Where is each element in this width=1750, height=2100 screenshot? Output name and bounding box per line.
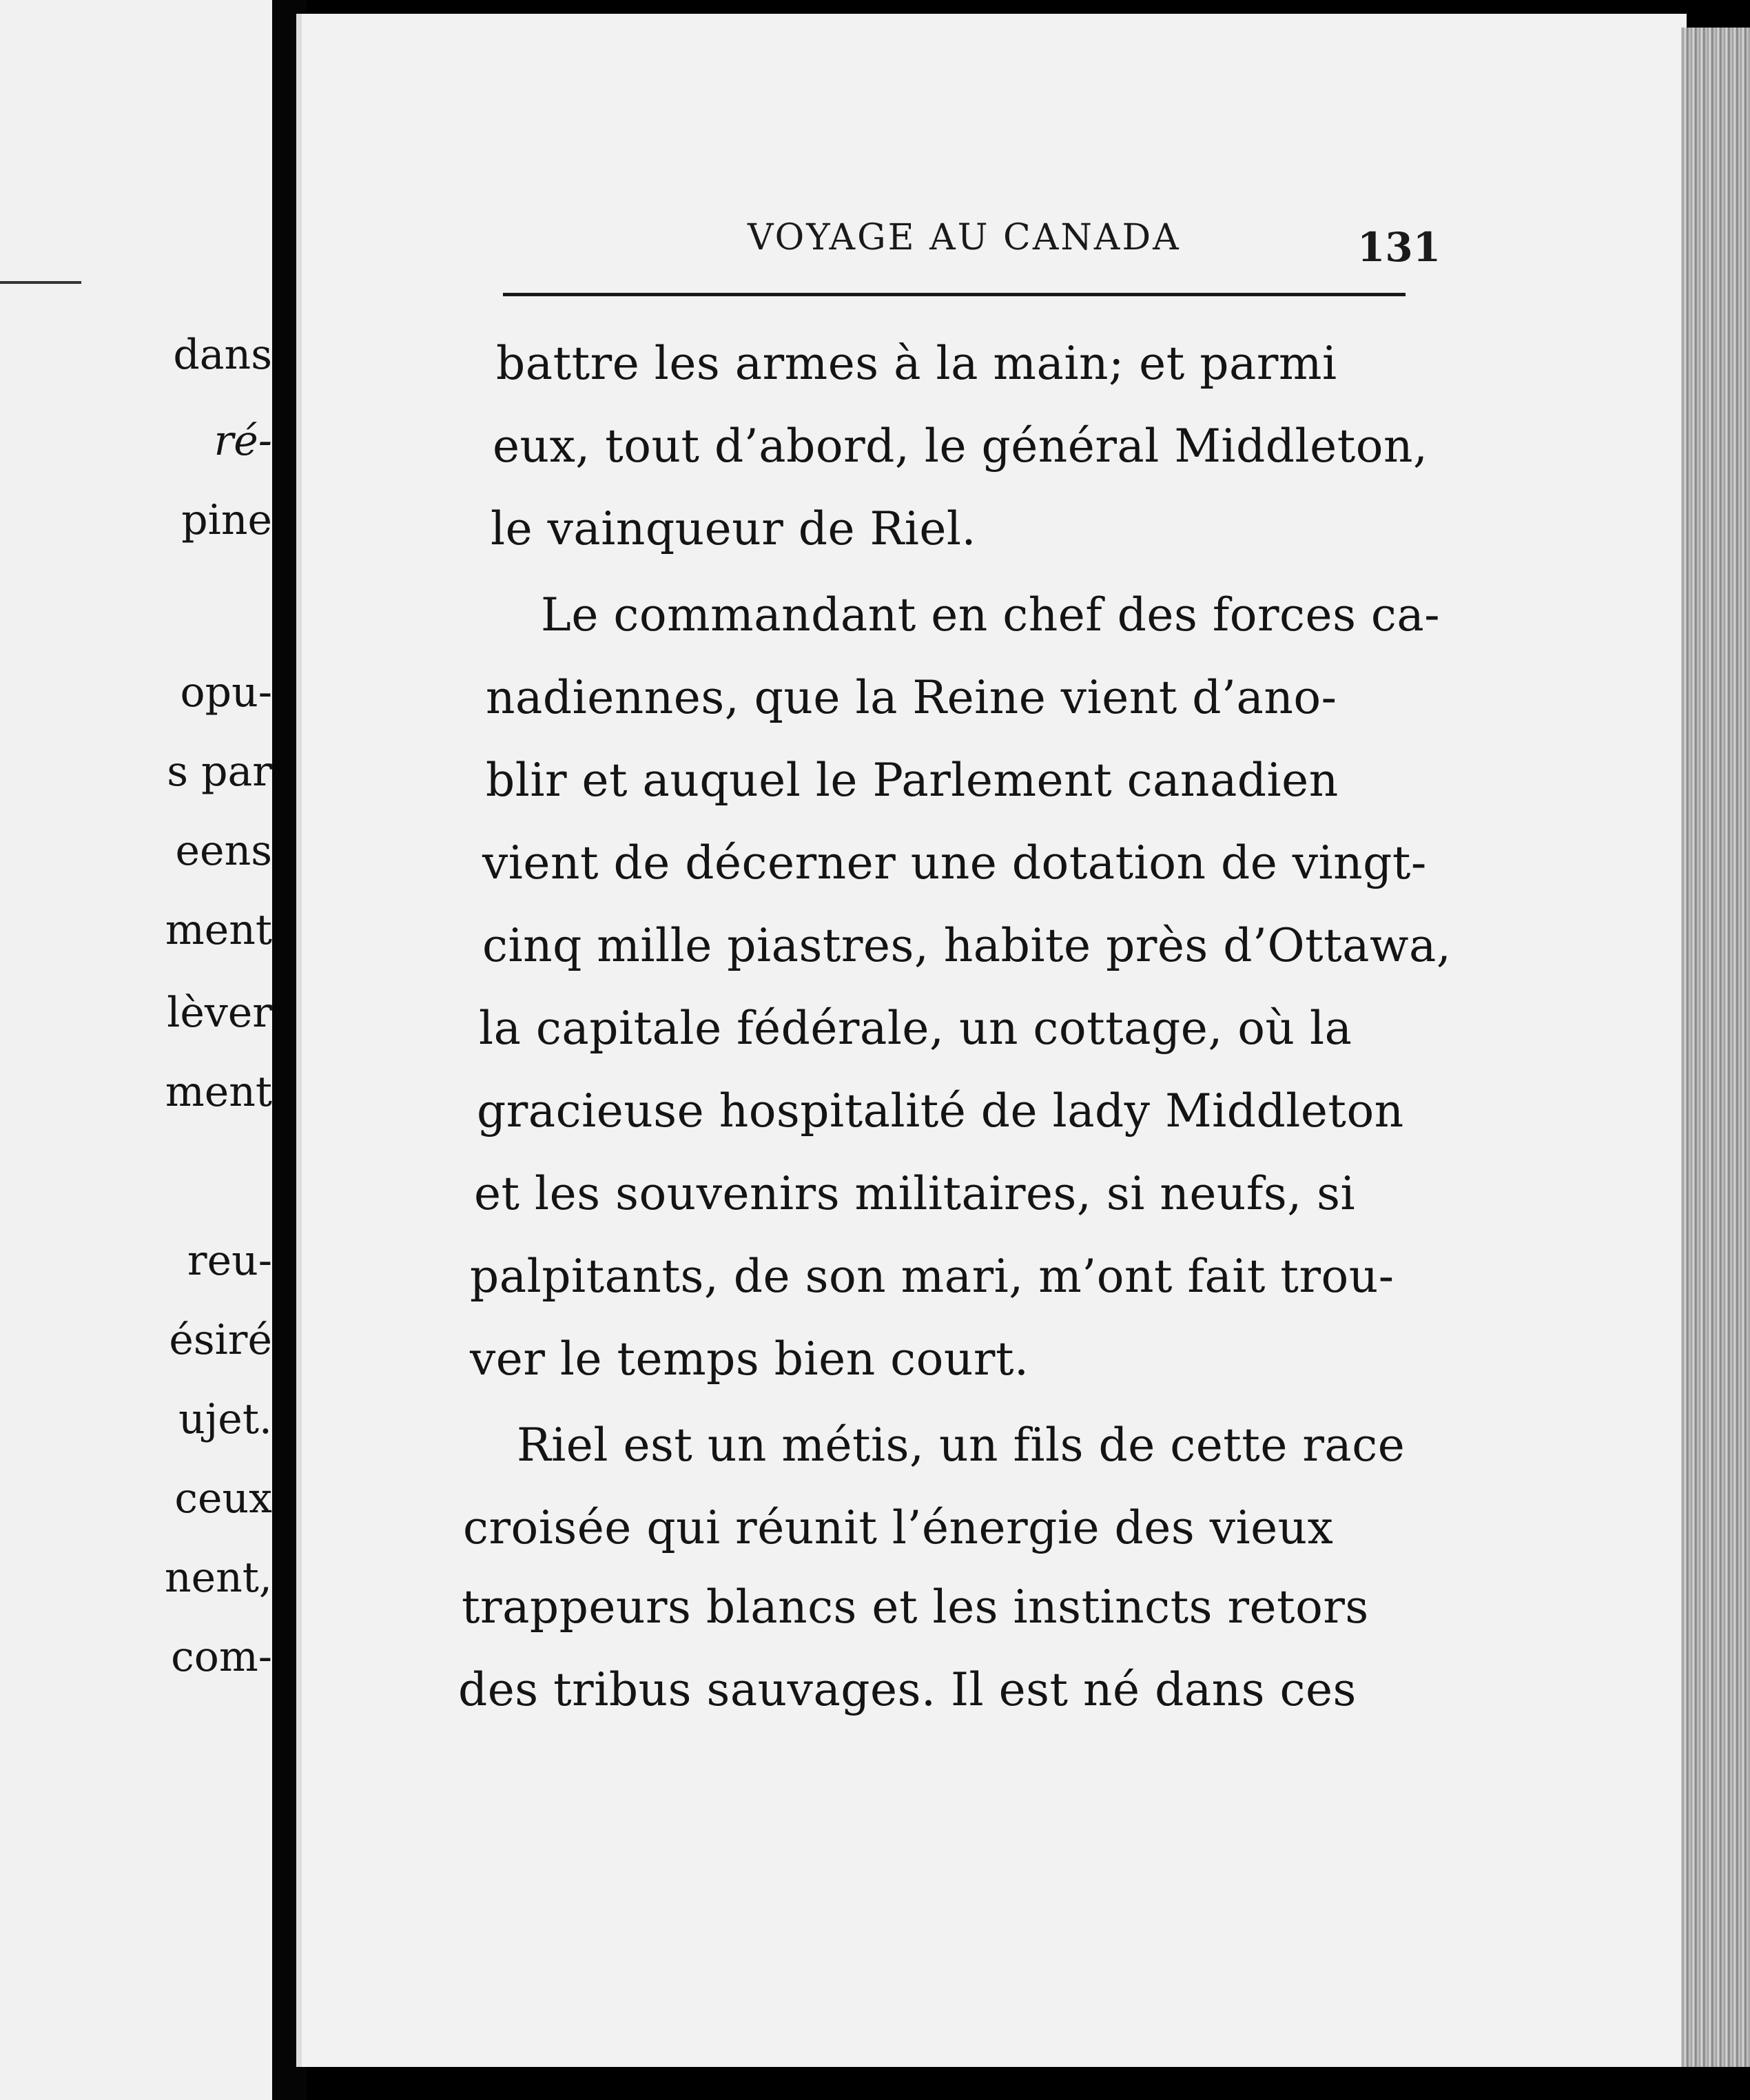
facing-page-line: ésiré [169, 1316, 272, 1364]
facing-page-line: ceux [174, 1474, 272, 1523]
page-number: 131 [1357, 224, 1441, 271]
running-head: VOYAGE AU CANADA [748, 217, 1181, 258]
text-line: blir et auquel le Parlement canadien [486, 754, 1339, 807]
text-line: des tribus sauvages. Il est né dans ces [458, 1663, 1357, 1716]
facing-page-line: s par [167, 748, 272, 796]
facing-page-rule [0, 281, 81, 284]
facing-page-line: ment [165, 1068, 272, 1116]
text-line: trappeurs blancs et les instincts retors [462, 1581, 1369, 1634]
facing-page-line: ment [165, 906, 272, 954]
facing-page-line: lèver [167, 989, 272, 1037]
text-line: cinq mille piastres, habite près d’Ottawa, [482, 919, 1452, 972]
text-line: eux, tout d’abord, le général Middleton, [493, 420, 1428, 473]
facing-page-fragment [0, 0, 272, 2100]
text-line: gracieuse hospitalité de lady Middleton [477, 1084, 1404, 1138]
facing-page-line: nent, [165, 1554, 272, 1602]
text-line: le vainqueur de Riel. [491, 502, 976, 555]
facing-page-line: ujet. [178, 1395, 272, 1443]
text-line: ver le temps bien court. [470, 1332, 1029, 1386]
text-line: vient de décerner une dotation de vingt- [482, 836, 1427, 889]
text-line: Le commandant en chef des forces ca- [541, 588, 1441, 641]
header-rule [503, 293, 1406, 296]
facing-page-line: ré- [214, 417, 272, 465]
text-line: battre les armes à la main; et parmi [496, 337, 1337, 390]
facing-page-line: reu- [187, 1237, 272, 1285]
facing-page-line: com- [171, 1633, 272, 1681]
page-edges [1681, 28, 1750, 2067]
text-line: la capitale fédérale, un cottage, où la [479, 1002, 1352, 1055]
facing-page-line: dans [173, 331, 272, 379]
facing-page-line: pine [181, 496, 272, 544]
facing-page-line: opu- [180, 668, 272, 717]
text-line: palpitants, de son mari, m’ont fait trou- [470, 1250, 1394, 1303]
text-line: Riel est un métis, un fils de cette race [517, 1419, 1406, 1472]
text-line: nadiennes, que la Reine vient d’ano- [486, 671, 1337, 724]
text-line: et les souvenirs militaires, si neufs, si [474, 1167, 1356, 1220]
text-line: croisée qui réunit l’énergie des vieux [463, 1501, 1334, 1554]
facing-page-line: eens [175, 827, 272, 875]
